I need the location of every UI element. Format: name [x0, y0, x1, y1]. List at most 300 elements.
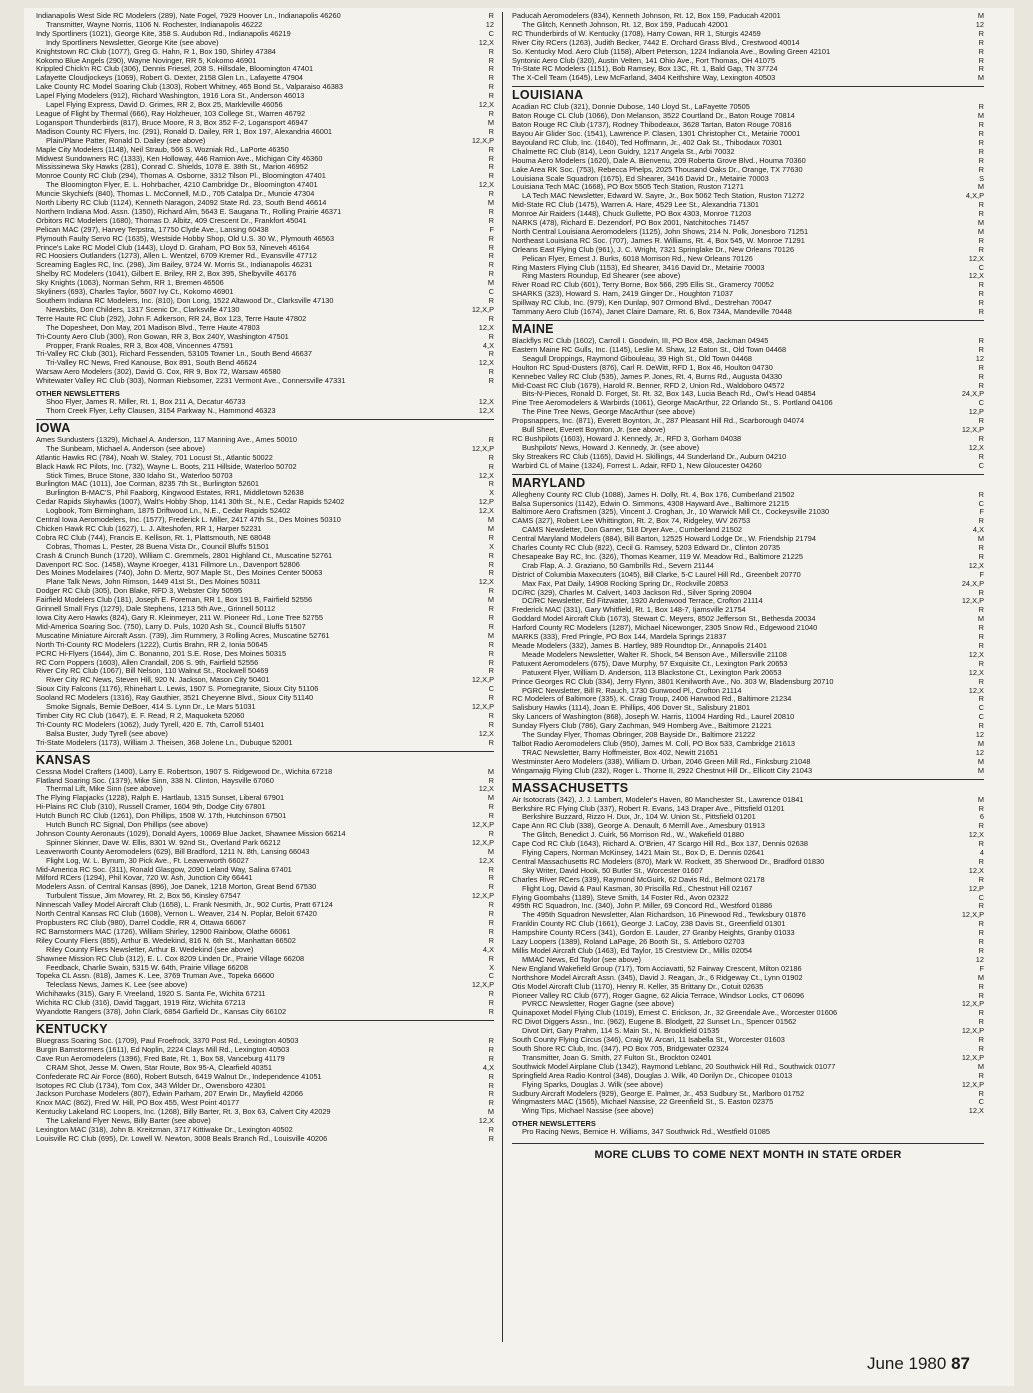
- entry-text: Cobras, Thomas L. Pester, 28 Buena Vista Dr., Council Bluffs 51501: [46, 542, 270, 551]
- entry-code: 12,X: [478, 323, 494, 332]
- entry-code: R: [488, 435, 494, 444]
- entry-text: Houma Aero Modelers (1620), Dale A. Bienvenu, 209 Roberta Grove Blvd., Houma 70360: [512, 156, 806, 165]
- entry-text: The Sunday Flyer, Thomas Obringer, 208 Bayside Dr., Baltimore 21222: [522, 731, 756, 740]
- club-entry: [36, 65, 494, 74]
- club-entry: [512, 713, 984, 722]
- right-entries: [512, 12, 984, 1137]
- entry-code: 12,X: [478, 785, 494, 794]
- entry-text: Transmitter, Joan G. Smith, 27 Fulton St., Brockton 02401: [522, 1053, 712, 1062]
- club-entry: [512, 308, 984, 317]
- entry-code: R: [978, 308, 984, 317]
- newsletter-entry: [36, 181, 494, 190]
- entry-code: R: [978, 991, 984, 1000]
- entry-text: Balsa Supersonics (1142), Edwin O. Simmons, 4308 Hayward Ave., Baltimore 21215: [512, 499, 790, 508]
- club-entry: [512, 902, 984, 911]
- club-entry: [512, 929, 984, 938]
- entry-code: R: [488, 154, 494, 163]
- left-column: [36, 12, 494, 1384]
- club-entry: [512, 103, 984, 112]
- club-entry: [36, 569, 494, 578]
- newsletter-entry: [512, 867, 984, 876]
- newsletter-entry: [512, 526, 984, 535]
- newsletter-entry: [36, 306, 494, 315]
- entry-text: Johnson County Aeronauts (1029), Donald Ayers, 10069 Blue Jacket, Shawnee Mission 66214: [36, 829, 346, 838]
- entry-text: Patuxent Aeromodelers (675), Dave Murphy, 57 Exquisite Ct., Lexington Park 20653: [512, 659, 788, 668]
- entry-text: Harford County RC Modelers (1287), Michael Nicewonger, 2305 Snow Rd., Edgewood 21040: [512, 624, 818, 633]
- club-entry: [512, 535, 984, 544]
- entry-text: North Central Louisiana Aeromodelers (1125), John Shows, 214 N. Polk, Jonesboro 71251: [512, 227, 809, 236]
- entry-code: R: [488, 368, 494, 377]
- club-entry: [512, 920, 984, 929]
- entry-text: Blackflys RC Club (1602), Carroll I. Goodwin, III, PO Box 458, Jackman 04945: [512, 337, 769, 345]
- entry-text: Hutch Bunch RC Signal, Don Phillips (see above): [46, 821, 208, 830]
- entry-code: X: [489, 489, 494, 498]
- club-entry: [36, 1037, 494, 1046]
- entry-code: R: [488, 163, 494, 172]
- entry-code: R: [488, 453, 494, 462]
- entry-code: 12,P: [968, 884, 984, 893]
- entry-code: R: [488, 314, 494, 323]
- entry-code: C: [978, 461, 984, 470]
- entry-code: 12: [975, 748, 984, 757]
- entry-text: Logansport Thunderbirds (817), Bruce Moore, R 3, Box 352 F-2, Logansport 46947: [36, 118, 308, 127]
- entry-text: Ninnescah Valley Model Aircraft Club (1658), L. Frank Nesmith, Jr., 902 Curtis, Pratt 67124: [36, 901, 333, 910]
- entry-text: Chalmette RC Club (814), Leon Guidry, 1217 Angela St., Arbi 70032: [512, 147, 735, 156]
- club-entry: [512, 678, 984, 687]
- entry-code: 12,X: [968, 831, 984, 840]
- club-entry: [36, 92, 494, 101]
- right-column: [512, 12, 984, 1352]
- entry-code: 12,X,P: [471, 821, 494, 830]
- entry-code: 12,X,P: [471, 444, 494, 453]
- entry-text: Cedar Rapids Skyhawks (1007), Walt's Hobby Shop, 1141 30th St., N.E., Cedar Rapids 52402: [36, 498, 345, 507]
- entry-code: R: [978, 363, 984, 372]
- entry-text: Feedback, Charlie Swain, 5315 W. 64th, Prairie Village 66208: [46, 963, 248, 972]
- entry-text: Dodger RC Club (305), Don Blake, RFD 3, Webster City 50595: [36, 587, 243, 596]
- club-entry: [512, 704, 984, 713]
- club-entry: [36, 279, 494, 288]
- magazine-page: [24, 8, 1014, 1386]
- entry-text: Sky Lancers of Washington (868), Joseph W. Harris, 11004 Harding Rd., Laurel 20810: [512, 713, 795, 722]
- other-newsletters-heading: OTHER NEWSLETTERS: [512, 1119, 596, 1129]
- entry-text: RC Divot Diggers Assn., Inc. (962), Eugene B. Blodgett, 22 Sunset Ln., Spencer 01562: [512, 1018, 797, 1027]
- entry-text: Indy Sportliners (1021), George Kite, 358 S. Audubon Rd., Indianapolis 46219: [36, 29, 291, 38]
- newsletter-entry: [36, 489, 494, 498]
- entry-text: Leavenworth County Aeromodelers (629), Bill Bradford, 1211 N. 8th, Lansing 66043: [36, 847, 310, 856]
- entry-code: 12,X: [478, 856, 494, 865]
- entry-text: River City RC Club (1067), Bill Nelson, 110 Walnut St., Rockwell 50469: [36, 667, 269, 676]
- entry-text: Goddard Model Aircraft Club (1673), Stewart C. Meyers, 8502 Jefferson St., Bethesda 20034: [512, 615, 816, 624]
- club-entry: [512, 589, 984, 598]
- newsletter-entry: [512, 580, 984, 589]
- club-entry: [36, 794, 494, 803]
- entry-text: Pelican Flyer, Ernest J. Burks, 6018 Morrison Rd., New Orleans 70126: [522, 254, 753, 263]
- entry-code: R: [978, 345, 984, 354]
- entry-code: R: [978, 822, 984, 831]
- club-entry: [512, 237, 984, 246]
- entry-text: The Bloomington Flyer, E. L. Hohrbacher, 4210 Cambridge Dr., Bloomington 47401: [46, 181, 318, 190]
- entry-text: RC Modelers of Baltimore (335), K. Craig Troup, 2406 Harwood Rd., Baltimore 21234: [512, 695, 792, 704]
- club-entry: [36, 685, 494, 694]
- entry-code: R: [978, 552, 984, 561]
- entry-code: R: [488, 12, 494, 20]
- entry-code: M: [977, 973, 984, 982]
- newsletter-entry: [36, 543, 494, 552]
- club-entry: [512, 1018, 984, 1027]
- club-entry: [512, 166, 984, 175]
- club-entry: [36, 261, 494, 270]
- entry-code: R: [488, 667, 494, 676]
- newsletter-entry: [36, 507, 494, 516]
- club-entry: [36, 57, 494, 66]
- entry-text: Seagull Droppings, Raymond Gibouleau, 39 High St., Old Town 04468: [522, 354, 752, 363]
- entry-text: Thorn Creek Flyer, Lefty Clausen, 3154 Parkway N., Hammond 46323: [46, 406, 276, 415]
- newsletter-entry: [512, 1107, 984, 1116]
- club-entry: [36, 937, 494, 946]
- entry-text: Cape Cod RC Club (1643), Richard A. O'Brien, 47 Scargo Hill Rd., Box 137, Dennis 02638: [512, 840, 808, 849]
- newsletter-entry: [36, 981, 494, 990]
- entry-text: Sudbury Aircraft Modelers (929), George E. Palmer, Jr., 453 Sudbury St., Marlboro 01752: [512, 1089, 805, 1098]
- newsletter-entry: [36, 892, 494, 901]
- club-entry: [512, 299, 984, 308]
- state-heading: MAINE: [512, 320, 984, 336]
- entry-text: PVRCC Newsletter, Roger Gagne (see above): [522, 1000, 674, 1009]
- entry-text: Crab Flap, A. J. Graziano, 50 Gambrills Rd., Severn 21144: [522, 561, 714, 570]
- club-entry: [512, 337, 984, 346]
- club-entry: [512, 876, 984, 885]
- newsletter-entry: [512, 885, 984, 894]
- club-entry: [36, 1082, 494, 1091]
- entry-text: Ring Masters Flying Club (1153), Ed Shearer, 3416 David Dr., Metairie 70003: [512, 263, 765, 272]
- entry-code: 12,X: [968, 650, 984, 659]
- entry-code: R: [978, 201, 984, 210]
- entry-code: R: [488, 649, 494, 658]
- entry-code: R: [488, 74, 494, 83]
- entry-code: R: [488, 190, 494, 199]
- club-entry: [512, 894, 984, 903]
- entry-code: R: [488, 999, 494, 1008]
- club-entry: [36, 739, 494, 748]
- entry-code: M: [487, 847, 494, 856]
- column-divider: [502, 12, 503, 1342]
- newsletter-entry: [512, 562, 984, 571]
- entry-text: Cobra RC Club (744), Francis E. Kellison, Rt. 1, Plattsmouth, NE 68048: [36, 533, 271, 542]
- entry-code: R: [978, 103, 984, 112]
- entry-text: Monroe County RC Club (294), Thomas A. Osborne, 3312 Tilson Pl., Bloomington 47401: [36, 172, 326, 181]
- entry-text: Wingamajig Flying Club (232), Roger L. Thorne II, 2922 Chestnut Hill Dr., Ellicott City 21043: [512, 766, 813, 775]
- entry-code: R: [978, 121, 984, 130]
- newsletter-entry: [36, 1064, 494, 1073]
- club-entry: [36, 1046, 494, 1055]
- club-entry: [36, 155, 494, 164]
- entry-code: C: [978, 704, 984, 713]
- club-entry: [36, 163, 494, 172]
- entry-text: Springfield Area Radio Kontrol (348), Douglas J. Wilk, 40 Dorilyn Dr., Chicopee 01013: [512, 1071, 793, 1080]
- entry-code: R: [488, 551, 494, 560]
- newsletter-entry: [512, 390, 984, 399]
- entry-text: League of Flight by Thermal (666), Ray Holzheuer, 103 College St., Warren 46792: [36, 109, 306, 118]
- entry-text: Sooland RC Modelers (1316), Ray Gauthier, 3521 Cheyenne Blvd., Sioux City 51140: [36, 694, 314, 703]
- entry-code: R: [488, 533, 494, 542]
- entry-code: 12,X: [968, 272, 984, 281]
- entry-code: R: [488, 1081, 494, 1090]
- club-entry: [512, 264, 984, 273]
- entry-code: 12,X,P: [471, 676, 494, 685]
- club-entry: [36, 919, 494, 928]
- entry-code: 24,X,P: [961, 390, 984, 399]
- newsletter-entry: [36, 578, 494, 587]
- entry-code: 12: [975, 354, 984, 363]
- entry-text: The X-Cell Team (1645), Lew McFarland, 3404 Keithshire Way, Lexington 40503: [512, 74, 776, 83]
- entry-text: Flatland Soaring Soc. (1379), Mike Sinn, 338 N. Clinton, Haysville 67060: [36, 776, 274, 785]
- entry-code: R: [488, 145, 494, 154]
- club-entry: [36, 990, 494, 999]
- newsletter-entry: [36, 359, 494, 368]
- club-entry: [512, 48, 984, 57]
- club-entry: [36, 712, 494, 721]
- entry-text: The Glitch, Benedict J. Cuirk, 56 Morrison Rd., W., Wakefield 01880: [522, 831, 744, 840]
- entry-text: Acadian RC Club (321), Donnie Dubose, 140 Lloyd St., LaFayette 70505: [512, 103, 750, 112]
- club-entry: [512, 39, 984, 48]
- club-entry: [512, 624, 984, 633]
- entry-text: River City RC News, Steven Hill, 920 N. Jackson, Mason City 50401: [46, 676, 270, 685]
- entry-text: Wingmasters MAC (1565), Michael Nassise, 22 Greenfield St., S. Easton 02375: [512, 1098, 774, 1107]
- newsletter-entry: [36, 39, 494, 48]
- entry-text: Shoo Flyer, James R. Miller, Rt. 1, Box 211 A, Decatur 46733: [46, 398, 246, 407]
- club-entry: [36, 812, 494, 821]
- entry-code: M: [487, 516, 494, 525]
- entry-code: R: [488, 640, 494, 649]
- newsletter-entry: [512, 192, 984, 201]
- entry-code: 12,X: [478, 729, 494, 738]
- entry-code: R: [978, 299, 984, 308]
- entry-code: R: [978, 1036, 984, 1045]
- entry-text: Knightstown RC Club (1077), Greg G. Hahn, R 1, Box 190, Shirley 47384: [36, 47, 276, 56]
- entry-text: Transmitter, Wayne Norris, 1106 N. Rochester, Indianapolis 46222: [46, 20, 263, 29]
- entry-text: Kentucky Lakeland RC Loopers, Inc. (1268), Billy Barter, Rt. 3, Box 63, Calvert City 42029: [36, 1108, 331, 1117]
- newsletter-entry: [36, 472, 494, 481]
- entry-code: R: [978, 659, 984, 668]
- entry-code: R: [978, 281, 984, 290]
- newsletter-entry: [36, 730, 494, 739]
- entry-text: Wing Tips, Michael Nassise (see above): [522, 1107, 654, 1116]
- entry-code: R: [978, 840, 984, 849]
- entry-text: Wichita RC Club (316), David Taggart, 1919 Ritz, Wichita 67213: [36, 999, 246, 1008]
- newsletter-entry: [36, 703, 494, 712]
- entry-text: New England Wakefield Group (717), Tom Acciavatti, 52 Fairway Crescent, Milton 02186: [512, 964, 802, 973]
- entry-code: M: [977, 112, 984, 121]
- club-entry: [36, 119, 494, 128]
- entry-text: Modelers Assn. of Central Kansas (896), Joe Danek, 1218 Morton, Great Bend 67530: [36, 883, 317, 892]
- club-entry: [36, 146, 494, 155]
- entry-code: 12,X: [968, 443, 984, 452]
- entry-code: R: [978, 1018, 984, 1027]
- newsletter-entry: [512, 426, 984, 435]
- entry-code: R: [488, 1054, 494, 1063]
- club-entry: [512, 453, 984, 462]
- entry-code: 12,X: [968, 686, 984, 695]
- entry-text: Krippled Chick'n RC Club (306), Dennis Friesel, 208 S. Hillsdale, Bloomington 47401: [36, 65, 314, 74]
- entry-code: R: [978, 1071, 984, 1080]
- entry-code: 12,X,P: [961, 1080, 984, 1089]
- entry-text: Muncie Skychiefs (840), Thomas L. McConnell, M.D., 705 Catalpa Dr., Muncie 47304: [36, 190, 315, 199]
- newsletter-entry: [512, 1054, 984, 1063]
- entry-code: M: [977, 183, 984, 192]
- entry-text: Pelican MAC (297), Harvey Terpstra, 17750 Clyde Ave., Lansing 60438: [36, 225, 269, 234]
- club-entry: [512, 938, 984, 947]
- entry-text: Bayouland RC Club, Inc. (1640), Ted Hoffmann, Jr., 402 Oak St., Thibodaux 70301: [512, 138, 783, 147]
- club-entry: [512, 796, 984, 805]
- entry-code: R: [488, 261, 494, 270]
- state-heading: MASSACHUSETTS: [512, 779, 984, 795]
- entry-code: 4,X: [482, 1063, 494, 1072]
- club-entry: [512, 219, 984, 228]
- club-entry: [512, 210, 984, 219]
- entry-text: Stick Times, Bruce Stone, 330 Idaho St., Waterloo 50703: [46, 471, 233, 480]
- entry-text: North Central Kansas RC Club (1608), Vernon L. Weaver, 214 N. Poplar, Beloit 67420: [36, 910, 317, 919]
- state-heading: LOUISIANA: [512, 86, 984, 102]
- entry-code: R: [488, 560, 494, 569]
- entry-text: RC Barnstormers MAC (1726), William Shirley, 12900 Rainbow, Olathe 66061: [36, 927, 291, 936]
- club-entry: [512, 1045, 984, 1054]
- entry-code: 12,X: [968, 561, 984, 570]
- entry-text: Warbird CL of Maine (1324), Forrest L. Adair, RFD 1, New Gloucester 04260: [512, 461, 762, 470]
- club-entry: [36, 235, 494, 244]
- newsletter-entry: [36, 398, 494, 407]
- club-entry: [36, 83, 494, 92]
- club-entry: [36, 883, 494, 892]
- entry-text: Flying Sparks, Douglas J. Wilk (see above): [522, 1080, 663, 1089]
- footer-date: June 1980: [866, 1354, 947, 1373]
- entry-code: M: [977, 12, 984, 20]
- club-entry: [36, 297, 494, 306]
- newsletter-entry: [36, 137, 494, 146]
- entry-text: Divot Dirt, Gary Prahm, 114 S. Main St., N. Brookfield 01535: [522, 1027, 720, 1036]
- entry-code: 12,X: [478, 38, 494, 47]
- entry-code: R: [488, 1036, 494, 1045]
- newsletter-entry: [36, 785, 494, 794]
- entry-text: Screaming Eagles RC, Inc. (298), Jim Bailey, 9724 W. Morris St., Indianapolis 46231: [36, 261, 313, 270]
- club-entry: [36, 650, 494, 659]
- entry-text: CAMS Newsletter, Don Garner, 518 Dryer Ave., Cumberland 21502: [522, 526, 743, 535]
- entry-text: Lafayette Cloudjockeys (1069), Robert G. Dexter, 2158 Glen Ln., Lafayette 47904: [36, 74, 304, 83]
- club-entry: [36, 480, 494, 489]
- entry-text: Midwest Sundowners RC (1333), Ken Holloway, 446 Ramion Ave., Michigan City 46360: [36, 154, 323, 163]
- newsletter-entry: [36, 1117, 494, 1126]
- entry-code: R: [488, 901, 494, 910]
- club-entry: [512, 965, 984, 974]
- entry-text: CRAM Shot, Jesse M. Owen, Star Route, Box 95-A, Clearfield 40351: [46, 1063, 272, 1072]
- club-entry: [512, 1072, 984, 1081]
- entry-text: DC/RC (329), Charles M. Calvert, 1403 Jackson Rd., Silver Spring 20904: [512, 588, 752, 597]
- entry-text: Baton Rouge RC Club (1737), Rodney Thibodeaux, 3628 Tartan, Baton Rouge 70816: [512, 121, 792, 130]
- entry-text: Plymouth Faulty Servo RC (1635), Westside Hobby Shop, Old U.S. 30 W., Plymouth 46563: [36, 234, 335, 243]
- entry-code: 6: [979, 813, 984, 822]
- club-entry: [512, 417, 984, 426]
- club-entry: [36, 1090, 494, 1099]
- entry-text: Des Moines Modelaires (740), John D. Mertz, 907 Maple St., Des Moines Center 50063: [36, 569, 323, 578]
- entry-text: Northshore Model Aircraft Assn. (345), David J. Reagan, Jr., 6 Ridgeway Ct., Lynn 01902: [512, 973, 803, 982]
- club-entry: [36, 525, 494, 534]
- newsletter-entry: [512, 1000, 984, 1009]
- entry-text: Grinnell Small Frys (1279), Dale Stephens, 1213 5th Ave., Grinnell 50112: [36, 605, 276, 614]
- club-entry: [512, 228, 984, 237]
- entry-text: Berkshire Buzzard, Rizzo H. Dux, Jr., 104 W. Union St., Pittsfield 01201: [522, 813, 756, 822]
- entry-code: R: [488, 569, 494, 578]
- entry-text: Salisbury Hawks (1114), Joan E. Phillips, 406 Dover St., Salisbury 21801: [512, 704, 750, 713]
- club-entry: [512, 281, 984, 290]
- club-entry: [36, 830, 494, 839]
- entry-code: R: [978, 606, 984, 615]
- club-entry: [36, 561, 494, 570]
- club-entry: [36, 199, 494, 208]
- entry-text: Mississinewa Sky Hawks (281), Conrad C. Shields, 1078 E. 38th St., Marion 46952: [36, 163, 308, 172]
- club-entry: [512, 139, 984, 148]
- club-entry: [36, 596, 494, 605]
- entry-text: Madison County RC Flyers, Inc. (291), Ronald D. Dailey, RR 1, Box 197, Alexandria 46001: [36, 127, 333, 136]
- entry-code: R: [488, 954, 494, 963]
- entry-text: Tri-Valley RC Club (301), Richard Fessenden, 53105 Towner Ln., South Bend 46637: [36, 350, 312, 359]
- club-entry: [512, 500, 984, 509]
- club-entry: [512, 571, 984, 580]
- entry-code: R: [978, 633, 984, 642]
- entry-text: Smoke Signals, Bernie DeBoer, 414 S. Lynn Dr., Le Mars 51031: [46, 703, 256, 712]
- entry-code: M: [977, 766, 984, 775]
- entry-code: R: [488, 270, 494, 279]
- club-entry: [36, 226, 494, 235]
- entry-text: Knox MAC (862), Fred W. Hill, PO Box 455, West Point 40177: [36, 1099, 240, 1108]
- club-entry: [36, 874, 494, 883]
- entry-text: Baltimore Aero Craftsmen (325), Vincent J. Croghan, Jr., 10 Warwick Mill Ct., Cockeysville 21030: [512, 508, 830, 517]
- club-entry: [512, 767, 984, 776]
- club-entry: [36, 436, 494, 445]
- entry-code: R: [488, 1099, 494, 1108]
- entry-code: R: [978, 677, 984, 686]
- club-entry: [36, 534, 494, 543]
- club-entry: [36, 1008, 494, 1017]
- entry-text: 495th RC Squadron, Inc. (340), John P. Miller, 69 Concord Rd., Westford 01886: [512, 902, 773, 911]
- entry-text: Burlington B-MAC'S, Phil Faaborg, Kingwood Estates, RR1, Middletown 52638: [46, 489, 304, 498]
- other-newsletters-heading: OTHER NEWSLETTERS: [36, 389, 120, 399]
- entry-text: Northern Indiana Mod. Assn. (1350), Richard Alm, 5643 E. Saugana Tr., Rolling Prairie 46371: [36, 207, 342, 216]
- entry-text: Turbulent Tissue, Jim Mowrey, Rt. 2, Box 56, Kinsley 67547: [46, 892, 241, 901]
- entry-text: Mid-Coast RC Club (1679), Harold R. Benner, RFD 2, Union Rd., Waldoboro 04572: [512, 381, 785, 390]
- entry-text: North Liberty RC Club (1124), Kenneth Naragon, 24092 State Rd. 23, South Bend 46614: [36, 199, 327, 208]
- entry-text: Confederate RC Air Force (860), Robert Butsch, 6419 Walnut Dr., Independence 41051: [36, 1072, 322, 1081]
- entry-text: The Sunbeam, Michael A. Anderson (see above): [46, 444, 205, 453]
- entry-text: Prince's Lake RC Model Club (1443), Lloyd D. Graham, PO Box 53, Nineveh 46164: [36, 243, 310, 252]
- entry-text: Tammany Aero Club (1674), Janet Claire Damare, Rt. 6, Box 734A, Mandeville 70448: [512, 308, 792, 317]
- entry-text: SHARKS (323), Howard S. Ham, 2419 Ginger Dr., Houghton 71037: [512, 290, 734, 299]
- entry-code: 12,X: [478, 507, 494, 516]
- club-entry: [36, 901, 494, 910]
- club-entry: [512, 992, 984, 1001]
- entry-text: Mid-America Soaring Soc. (750), Larry D. Puls, 1020 Ash St., Council Bluffs 51507: [36, 622, 306, 631]
- club-entry: [36, 270, 494, 279]
- club-entry: [512, 290, 984, 299]
- club-entry: [36, 1099, 494, 1108]
- entry-code: M: [487, 596, 494, 605]
- entry-code: 12,X,P: [961, 1053, 984, 1062]
- entry-code: R: [488, 776, 494, 785]
- entry-text: The Lakeland Flyer News, Billy Barter (see above): [46, 1117, 211, 1126]
- entry-text: Shelby RC Modelers (1041), Gilbert E. Briley, RR 2, Box 395, Shelbyville 46176: [36, 270, 297, 279]
- entry-code: F: [979, 570, 984, 579]
- entry-text: Skyliners (693), Charles Taylor, 5607 Ivy Ct., Kokomo 46901: [36, 288, 234, 297]
- entry-code: R: [488, 243, 494, 252]
- entry-code: R: [488, 83, 494, 92]
- entry-text: Chicken Hawk RC Club (1627), L. J. Alteshofen, RR 1, Harper 52231: [36, 524, 262, 533]
